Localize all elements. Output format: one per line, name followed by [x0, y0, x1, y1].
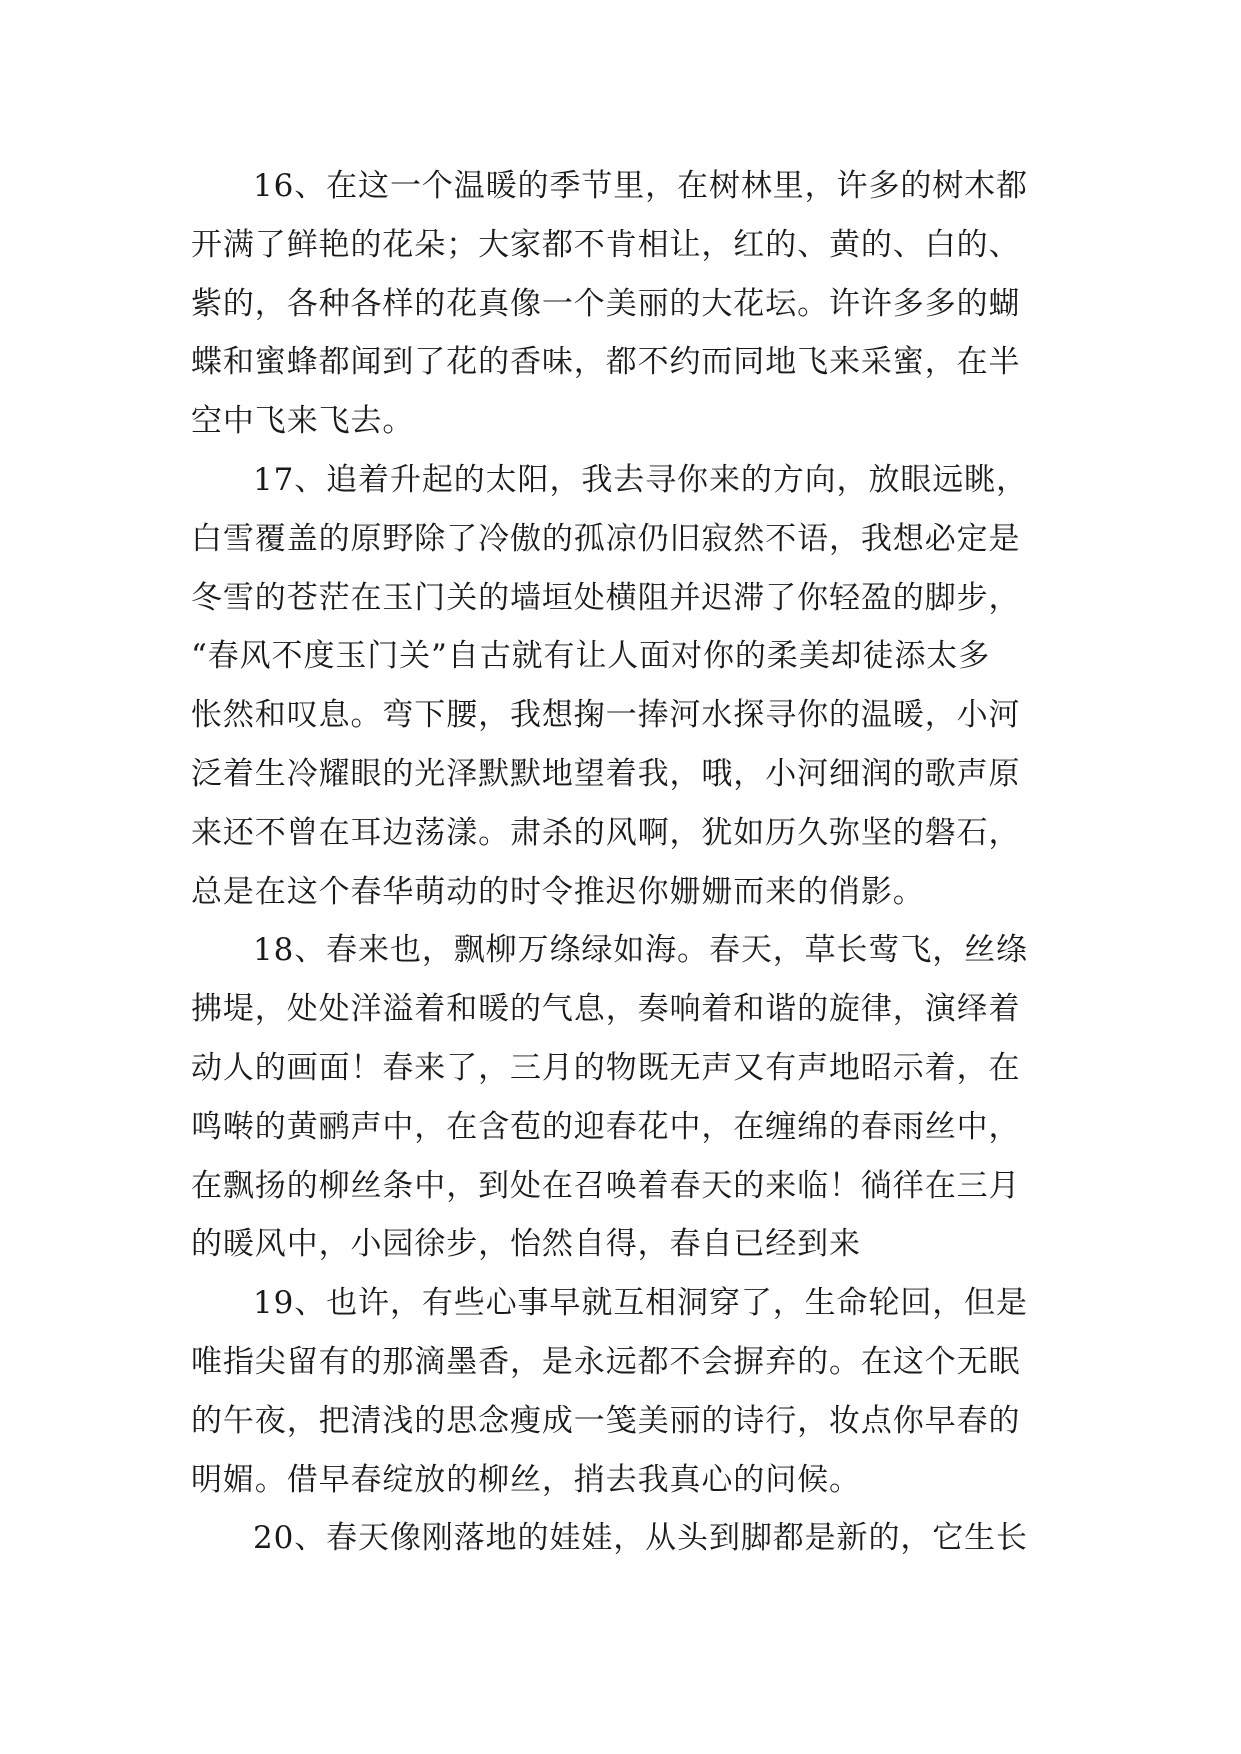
text-line: 来还不曾在耳边荡漾。肃杀的风啊，犹如历久弥坚的磐石， — [191, 814, 1021, 851]
text-line: 唯指尖留有的那滴墨香，是永远都不会摒弃的。在这个无眠 — [191, 1343, 1021, 1380]
text-line: 拂堤，处处洋溢着和暖的气息，奏响着和谐的旋律，演绎着 — [191, 991, 1021, 1028]
paragraph-18 — [191, 921, 1071, 1274]
text-line: 总是在这个春华萌动的时令推迟你姗姗而来的俏影。 — [191, 873, 925, 910]
paragraph-17 — [191, 451, 1071, 921]
text-line: 明媚。借早春绽放的柳丝，捎去我真心的问候。 — [191, 1461, 861, 1498]
text-line: 在飘扬的柳丝条中，到处在召唤着春天的来临！徜徉在三月 — [191, 1167, 1021, 1204]
text-line: 的暖风中，小园徐步，怡然自得，春自已经到来 — [191, 1226, 861, 1263]
text-line: 20、春天像刚落地的娃娃，从头到脚都是新的，它生长 — [253, 1520, 1028, 1557]
text-line: 鸣啭的黄鹂声中，在含苞的迎春花中，在缠绵的春雨丝中， — [191, 1108, 1021, 1145]
text-line: 泛着生冷耀眼的光泽默默地望着我，哦，小河细润的歌声原 — [191, 755, 1021, 792]
text-line: 冬雪的苍茫在玉门关的墙垣处横阻并迟滞了你轻盈的脚步， — [191, 579, 1021, 616]
body-text — [191, 157, 1071, 1568]
text-line: 动人的画面！春来了，三月的物既无声又有声地昭示着，在 — [191, 1049, 1021, 1086]
text-line: “春风不度玉门关”自古就有让人面对你的柔美却徒添太多 — [191, 638, 991, 675]
text-line: 18、春来也，飘柳万绦绿如海。春天，草长莺飞，丝绦 — [253, 932, 1028, 969]
text-line: 空中飞来飞去。 — [191, 403, 415, 440]
text-line: 蝶和蜜蜂都闻到了花的香味，都不约而同地飞来采蜜，在半 — [191, 344, 1021, 381]
text-line: 白雪覆盖的原野除了冷傲的孤凉仍旧寂然不语，我想必定是 — [191, 520, 1021, 557]
text-line: 怅然和叹息。弯下腰，我想掬一捧河水探寻你的温暖，小河 — [191, 697, 1021, 734]
text-line: 19、也许，有些心事早就互相洞穿了，生命轮回，但是 — [253, 1285, 1028, 1322]
paragraph-16 — [191, 157, 1071, 451]
paragraph-19 — [191, 1274, 1071, 1509]
text-line: 16、在这一个温暖的季节里，在树林里，许多的树木都 — [253, 168, 1028, 204]
text-line: 的午夜，把清浅的思念瘦成一笺美丽的诗行，妆点你早春的 — [191, 1402, 1021, 1439]
text-line: 17、追着升起的太阳，我去寻你来的方向，放眼远眺， — [253, 461, 1028, 498]
paragraph-20 — [191, 1509, 1071, 1568]
text-line: 开满了鲜艳的花朵；大家都不肯相让，红的、黄的、白的、 — [191, 226, 1021, 263]
text-line: 紫的，各种各样的花真像一个美丽的大花坛。许许多多的蝴 — [191, 285, 1021, 322]
